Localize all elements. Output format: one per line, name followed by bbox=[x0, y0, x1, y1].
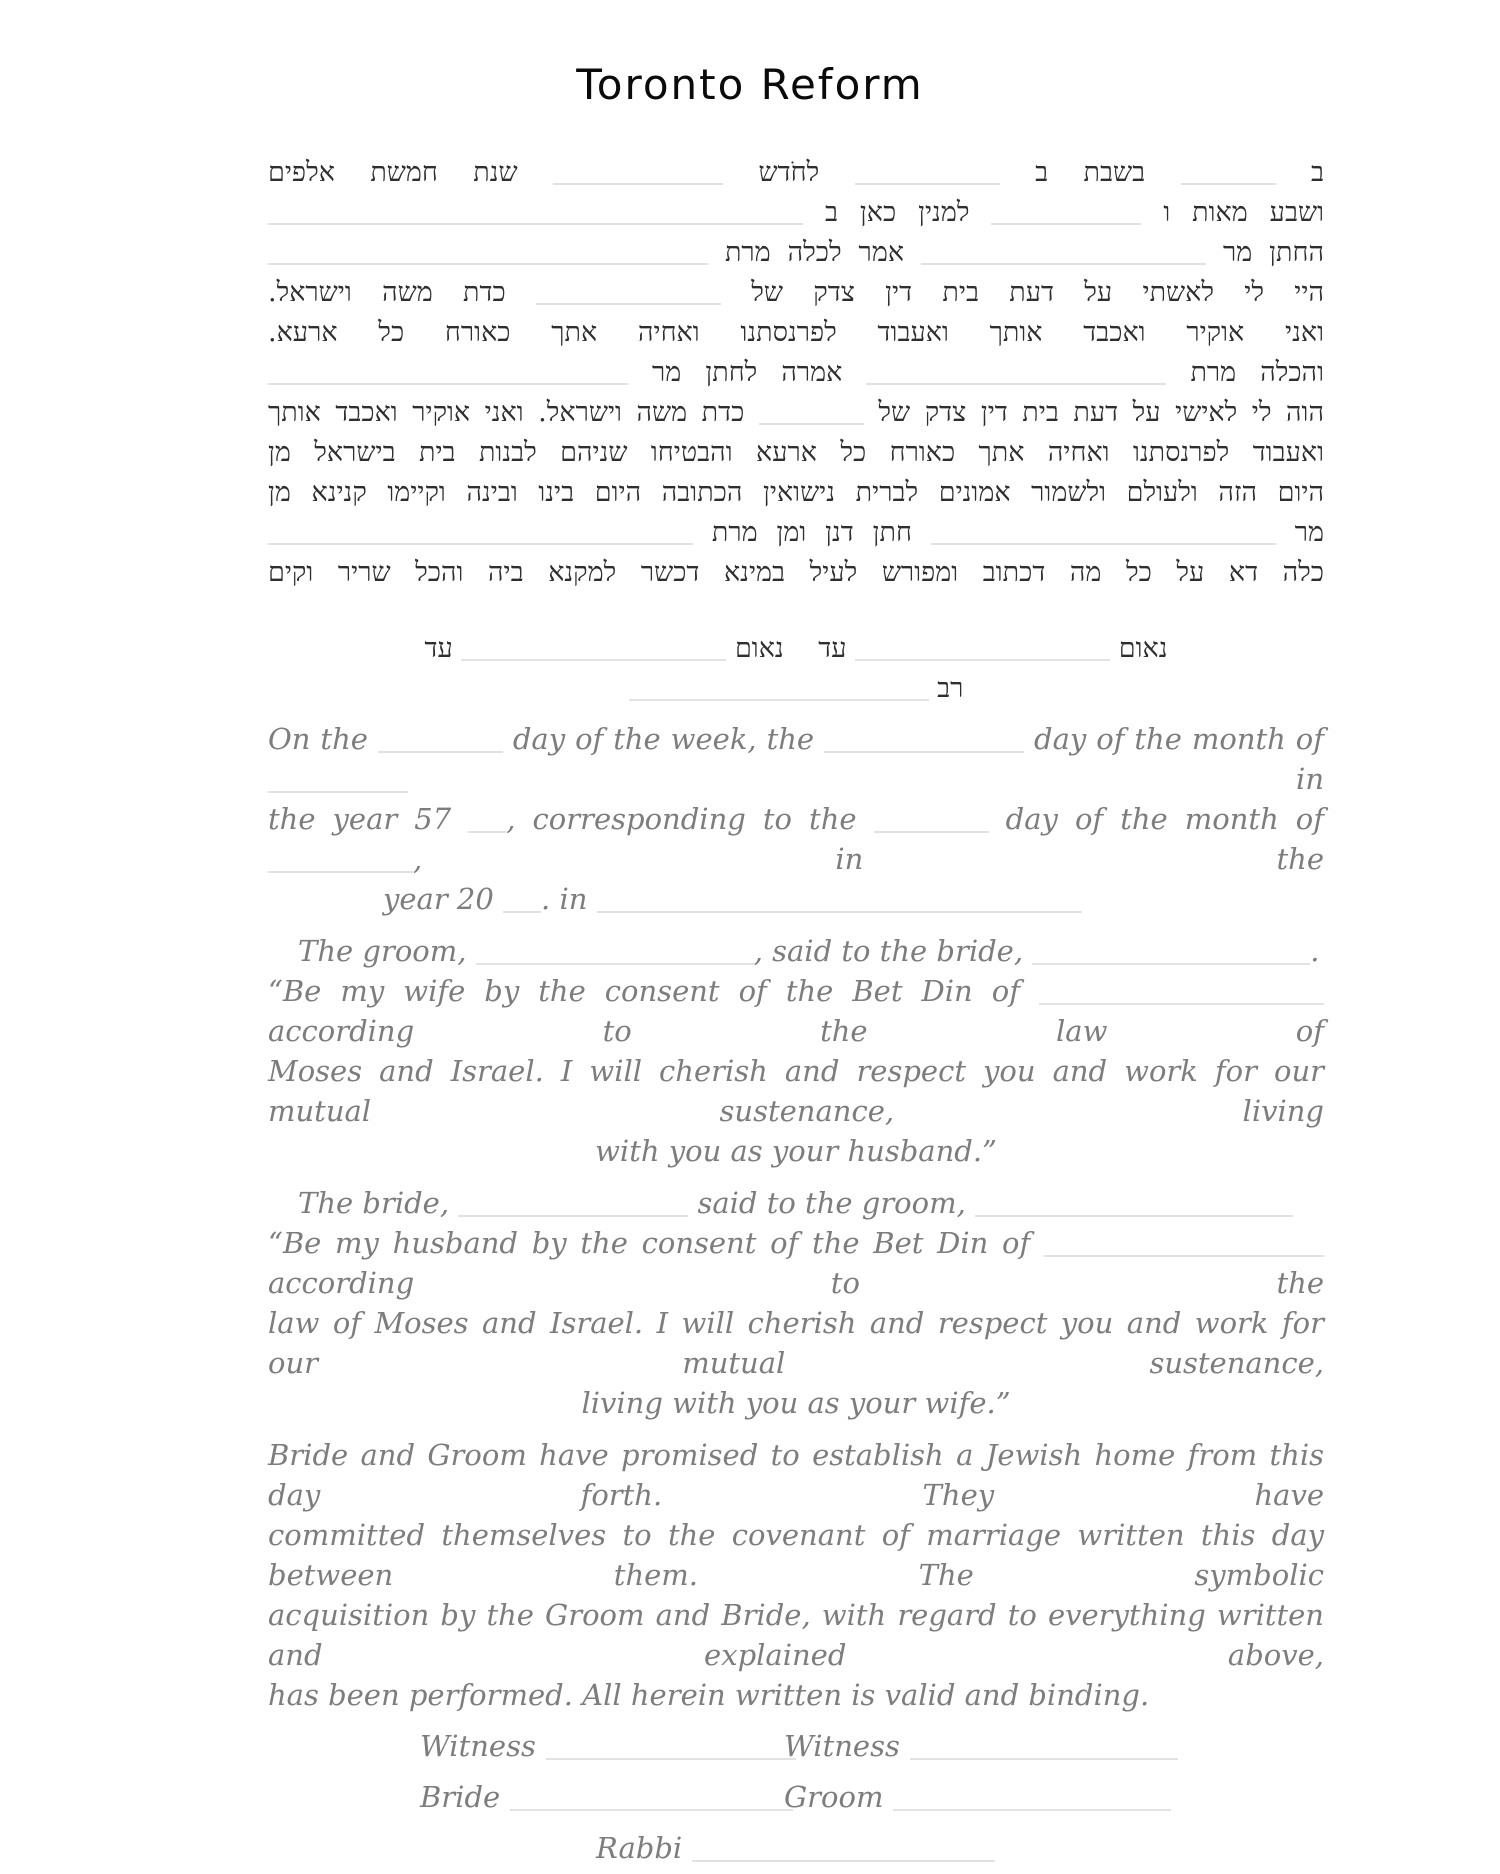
signature-row bbox=[268, 1721, 1324, 1772]
text-run: year 20 bbox=[383, 882, 494, 916]
text-run: , said to the bride, bbox=[753, 934, 1024, 968]
fill-in-blank bbox=[468, 830, 506, 833]
text-run: היום הזה ולעולם ולשמור אמונים לברית נישואין הכתובה היום בינו ובינה וקיימו קנינא מן bbox=[268, 477, 1324, 508]
text-run: according to the law of bbox=[268, 1014, 1324, 1048]
hebrew-line bbox=[268, 233, 1324, 273]
english-line bbox=[268, 931, 1324, 971]
english-text-section bbox=[268, 719, 1324, 1715]
fill-in-blank bbox=[874, 830, 989, 833]
hebrew-line bbox=[268, 553, 1324, 593]
text-run: ב bbox=[1310, 157, 1324, 188]
hebrew-line bbox=[268, 353, 1324, 393]
text-run: עד bbox=[818, 633, 847, 664]
fill-in-blank bbox=[1044, 1254, 1324, 1257]
text-run: שנת חמשת אלפים bbox=[268, 157, 518, 188]
text-run: day of the month of bbox=[1005, 802, 1324, 836]
signature-cell-bride bbox=[420, 1772, 784, 1823]
text-run: כלה דא על כל מה דכתוב ומפורש לעיל במינא דכשר למקנא ביה והכל שריר וקים bbox=[268, 557, 1324, 588]
signature-label: Bride bbox=[420, 1780, 501, 1814]
signature-cell-rabbi bbox=[596, 1823, 995, 1874]
fill-in-blank bbox=[553, 182, 723, 185]
text-run: has been performed. All herein written is valid and binding. bbox=[268, 1678, 1150, 1712]
text-run: רב bbox=[937, 673, 964, 704]
fill-in-blank bbox=[866, 382, 1166, 385]
fill-in-blank bbox=[378, 750, 503, 753]
text-run: “Be my wife by the consent of the Bet Din of bbox=[268, 974, 1020, 1008]
text-run: ושבע מאות ו bbox=[1163, 197, 1324, 228]
english-paragraph bbox=[268, 1183, 1324, 1423]
fill-in-blank bbox=[921, 262, 1206, 265]
text-run: ואעבוד לפרנסתנו ואחיה אתך כאורח כל ארעא והבטיחו שניהם לבנות בית בישראל מן bbox=[268, 437, 1324, 468]
fill-in-blank bbox=[855, 658, 1110, 661]
english-line bbox=[268, 1675, 1324, 1715]
text-run: , in the bbox=[413, 842, 1324, 876]
english-line bbox=[268, 1435, 1324, 1515]
english-line bbox=[268, 1303, 1324, 1383]
signature-row bbox=[268, 1772, 1324, 1823]
document-title: Toronto Reform bbox=[576, 60, 924, 109]
signature-cell-witness bbox=[420, 1721, 784, 1772]
fill-in-blank bbox=[1181, 182, 1276, 185]
text-run: committed themselves to the covenant of marriage written this day between them. The symbolic bbox=[268, 1518, 1324, 1592]
english-line bbox=[268, 1595, 1324, 1675]
text-run: The groom, bbox=[298, 934, 467, 968]
spacer bbox=[792, 656, 818, 657]
signature-blank bbox=[692, 1859, 995, 1862]
signature-section bbox=[268, 1721, 1324, 1874]
signature-label: Witness bbox=[784, 1729, 900, 1763]
fill-in-blank bbox=[268, 542, 693, 545]
english-paragraph bbox=[268, 719, 1324, 919]
text-run: למנין כאן ב bbox=[824, 197, 970, 228]
fill-in-blank bbox=[461, 658, 726, 661]
text-run: אמרה לחתן מר bbox=[652, 357, 843, 388]
text-run: החתן מר bbox=[1222, 237, 1325, 268]
text-run: אמר לכלה מרת bbox=[724, 237, 905, 268]
fill-in-blank bbox=[268, 382, 628, 385]
text-run: . bbox=[1310, 934, 1320, 968]
text-run: law of Moses and Israel. I will cherish and respect you and work for our mutual sustenance, bbox=[268, 1306, 1324, 1380]
text-run: לחֹדש bbox=[758, 157, 820, 188]
hebrew-text-section bbox=[268, 153, 1324, 709]
hebrew-line bbox=[268, 629, 1324, 669]
signature-label: Rabbi bbox=[596, 1831, 683, 1865]
text-run: כדת משה וישראל. bbox=[268, 277, 506, 308]
text-run: day of the month of bbox=[1034, 722, 1324, 756]
text-run: Moses and Israel. I will cherish and respect you and work for our mutual sustenance, living bbox=[268, 1054, 1324, 1128]
hebrew-line bbox=[268, 273, 1324, 313]
english-line bbox=[268, 1051, 1324, 1131]
fill-in-blank bbox=[931, 542, 1276, 545]
english-line bbox=[268, 971, 1324, 1051]
text-run: “Be my husband by the consent of the Bet Din of bbox=[268, 1226, 1031, 1260]
hebrew-line bbox=[268, 473, 1324, 513]
signature-label: Groom bbox=[784, 1780, 884, 1814]
text-run: נאום bbox=[1118, 633, 1168, 664]
english-line bbox=[268, 1183, 1324, 1223]
signature-label: Witness bbox=[420, 1729, 536, 1763]
text-run: מר bbox=[1294, 517, 1324, 548]
fill-in-blank bbox=[268, 790, 408, 793]
signature-blank bbox=[510, 1808, 793, 1811]
english-line bbox=[268, 1223, 1324, 1303]
signature-blank bbox=[546, 1757, 796, 1760]
text-run: , corresponding to the bbox=[506, 802, 857, 836]
fill-in-blank bbox=[855, 182, 1000, 185]
hebrew-line bbox=[268, 153, 1324, 193]
text-run: Bride and Groom have promised to establish a Jewish home from this day forth. They have bbox=[268, 1438, 1324, 1512]
fill-in-blank bbox=[824, 750, 1024, 753]
text-run: בשבת ב bbox=[1035, 157, 1146, 188]
hebrew-line bbox=[268, 193, 1324, 233]
english-line bbox=[268, 1131, 1324, 1171]
english-paragraph bbox=[268, 931, 1324, 1171]
text-run: ואני אוקיר ואכבד אותך ואעבוד לפרנסתנו ואחיה אתך כאורח כל ארעא. bbox=[268, 317, 1324, 348]
fill-in-blank bbox=[759, 422, 864, 425]
text-run: said to the groom, bbox=[697, 1186, 966, 1220]
text-run: living with you as your wife.” bbox=[581, 1386, 1011, 1420]
signature-row bbox=[268, 1823, 1324, 1874]
signature-blank bbox=[910, 1757, 1178, 1760]
fill-in-blank bbox=[1032, 962, 1310, 965]
text-run: day of the week, the bbox=[512, 722, 815, 756]
text-run: חתן דנן ומן מרת bbox=[711, 517, 912, 548]
english-line bbox=[268, 1383, 1324, 1423]
text-run: with you as your husband.” bbox=[595, 1134, 997, 1168]
text-run: acquisition by the Groom and Bride, with regard to everything written and explained above, bbox=[268, 1598, 1324, 1672]
hebrew-line bbox=[268, 669, 1324, 709]
text-run: On the bbox=[268, 722, 368, 756]
fill-in-blank bbox=[597, 910, 1082, 913]
hebrew-line bbox=[268, 513, 1324, 553]
fill-in-blank bbox=[536, 302, 721, 305]
fill-in-blank bbox=[268, 870, 413, 873]
text-run: כדת משה וישראל. ואני אוקיר ואכבד אותך bbox=[268, 397, 745, 428]
fill-in-blank bbox=[476, 962, 754, 965]
hebrew-line bbox=[268, 433, 1324, 473]
text-run: עד bbox=[424, 633, 453, 664]
text-run: . in bbox=[541, 882, 588, 916]
signature-blank bbox=[893, 1808, 1171, 1811]
text-run: הוה לי לאישי על דעת בית דין צדק של bbox=[878, 397, 1324, 428]
text-run: in bbox=[1296, 762, 1324, 796]
hebrew-line bbox=[268, 393, 1324, 433]
fill-in-blank bbox=[629, 698, 929, 701]
english-line bbox=[268, 879, 1324, 919]
fill-in-blank bbox=[1039, 1002, 1324, 1005]
text-run: The bride, bbox=[298, 1186, 450, 1220]
fill-in-blank bbox=[975, 1214, 1293, 1217]
fill-in-blank bbox=[503, 910, 541, 913]
english-paragraph bbox=[268, 1435, 1324, 1715]
english-line bbox=[268, 799, 1324, 879]
fill-in-blank bbox=[268, 222, 803, 225]
fill-in-blank bbox=[458, 1214, 688, 1217]
hebrew-line bbox=[268, 313, 1324, 353]
text-run: נאום bbox=[734, 633, 784, 664]
text-run: והכלה מרת bbox=[1190, 357, 1324, 388]
document-body bbox=[268, 153, 1324, 1874]
fill-in-blank bbox=[268, 262, 708, 265]
text-run: according to the bbox=[268, 1266, 1324, 1300]
signature-cell-witness bbox=[784, 1721, 1178, 1772]
signature-cell-groom bbox=[784, 1772, 1171, 1823]
english-line bbox=[268, 719, 1324, 799]
text-run: the year 57 bbox=[268, 802, 452, 836]
text-run: היי לי לאשתי על דעת בית דין צדק של bbox=[751, 277, 1324, 308]
english-line bbox=[268, 1515, 1324, 1595]
fill-in-blank bbox=[991, 222, 1141, 225]
